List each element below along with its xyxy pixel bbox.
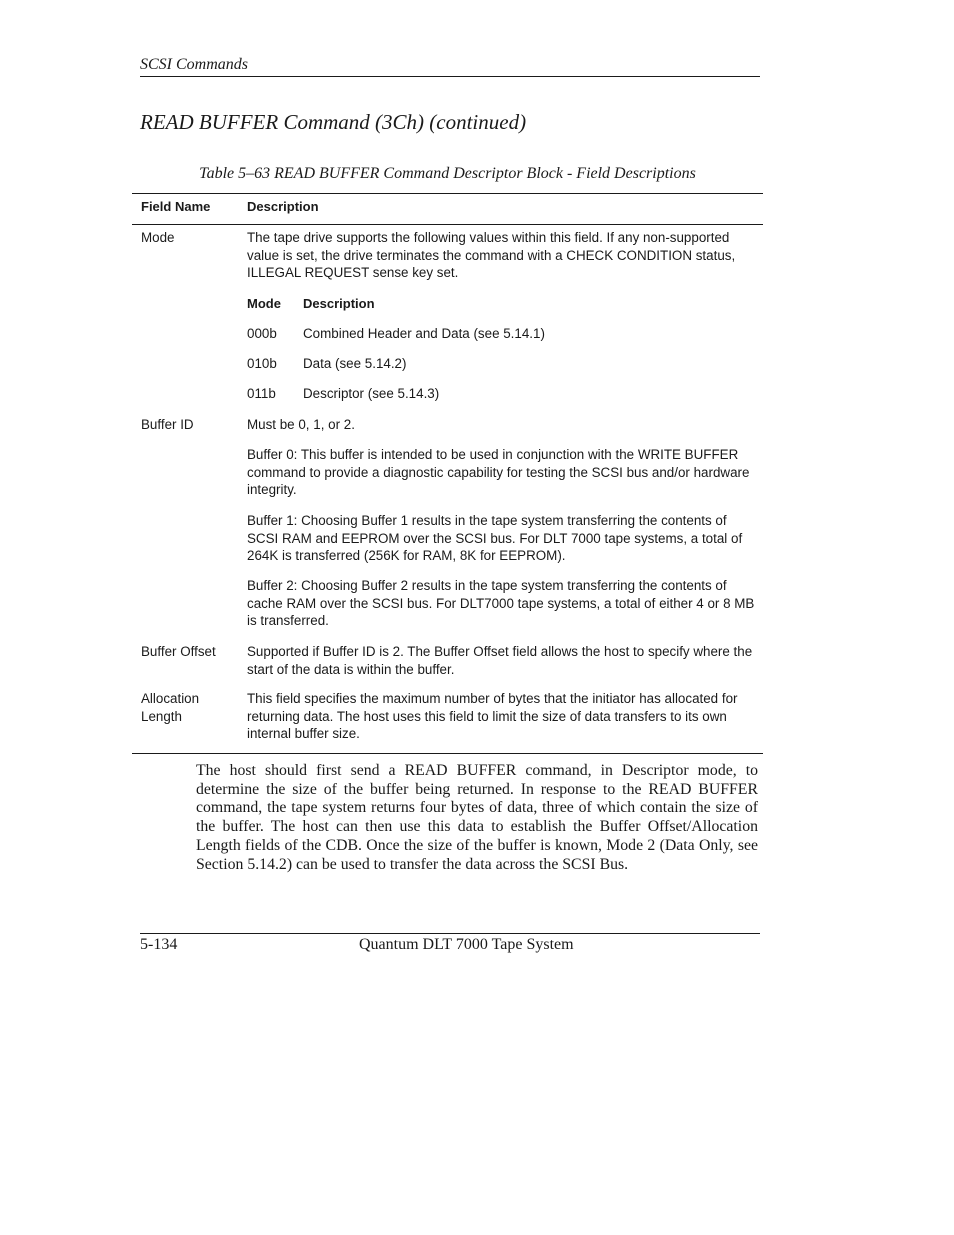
buffer-1-description: Buffer 1: Choosing Buffer 1 results in the tape system transferring the contents of SCSI RAM and EEPROM over the SCSI bus. For DLT 7000 tape systems, a total of 264K is transferred (256K for RAM, 8K for EEPROM). bbox=[247, 513, 743, 564]
mode-code: 010b bbox=[247, 356, 277, 371]
field-mode: Mode bbox=[141, 230, 175, 245]
mode-code-description: Data (see 5.14.2) bbox=[303, 356, 407, 371]
field-allocation-length: Allocation Length bbox=[141, 691, 200, 724]
mode-description: The tape drive supports the following values within this field. If any non-supported value is set, the drive terminates the command with a CHECK CONDITION status, ILLEGAL REQUEST sense key set. bbox=[247, 230, 736, 281]
running-head: SCSI Commands bbox=[140, 56, 249, 73]
body-paragraph: The host should first send a READ BUFFER command, in Descriptor mode, to determine the size of the buffer being returned. In response to the READ BUFFER command, the tape system returns four bytes of data, three of which contain the size of the buffer. The host can then use this data to establish the Buffer Offset/Allocation Length fields of the CDB. Once the size of the buffer is known, Mode 2 (Data Only, see Section 5.14.2) can be used to transfer the data across the SCSI Bus. bbox=[196, 762, 758, 873]
section-title: READ BUFFER Command (3Ch) (continued) bbox=[140, 110, 527, 134]
mode-subheader-description: Description bbox=[303, 296, 375, 311]
buffer-offset-description: Supported if Buffer ID is 2. The Buffer Offset field allows the host to specify where the start of the data is within the buffer. bbox=[247, 644, 753, 677]
header-rule bbox=[140, 76, 760, 77]
footer-rule bbox=[140, 933, 760, 934]
table-header-rule bbox=[132, 224, 763, 225]
book-title: Quantum DLT 7000 Tape System bbox=[359, 936, 574, 953]
buffer-2-description: Buffer 2: Choosing Buffer 2 results in the tape system transferring the contents of cache RAM over the SCSI bus. For DLT7000 tape systems, a total of either 4 or 8 MB is transferred. bbox=[247, 578, 755, 629]
buffer-0-description: Buffer 0: This buffer is intended to be used in conjunction with the WRITE BUFFER command to provide a diagnostic capability for testing the SCSI bus and/or hardware integrity. bbox=[247, 447, 750, 498]
allocation-length-description: This field specifies the maximum number of bytes that the initiator has allocated for returning data. The host uses this field to limit the size of data transfers to its own internal buffer size. bbox=[247, 691, 738, 742]
field-buffer-id: Buffer ID bbox=[141, 417, 194, 432]
page-number: 5-134 bbox=[140, 936, 178, 953]
mode-subheader-mode: Mode bbox=[247, 296, 281, 311]
table-top-rule bbox=[132, 193, 763, 194]
mode-code: 011b bbox=[247, 386, 276, 401]
mode-code-description: Combined Header and Data (see 5.14.1) bbox=[303, 326, 545, 341]
field-buffer-offset: Buffer Offset bbox=[141, 644, 216, 659]
column-header-field-name: Field Name bbox=[141, 199, 211, 214]
mode-code-description: Descriptor (see 5.14.3) bbox=[303, 386, 440, 401]
column-header-description: Description bbox=[247, 199, 319, 214]
table-bottom-rule bbox=[132, 753, 763, 754]
mode-code: 000b bbox=[247, 326, 277, 341]
table-caption: Table 5–63 READ BUFFER Command Descriptor Block - Field Descriptions bbox=[199, 165, 696, 182]
buffer-id-description: Must be 0, 1, or 2. bbox=[247, 417, 355, 432]
